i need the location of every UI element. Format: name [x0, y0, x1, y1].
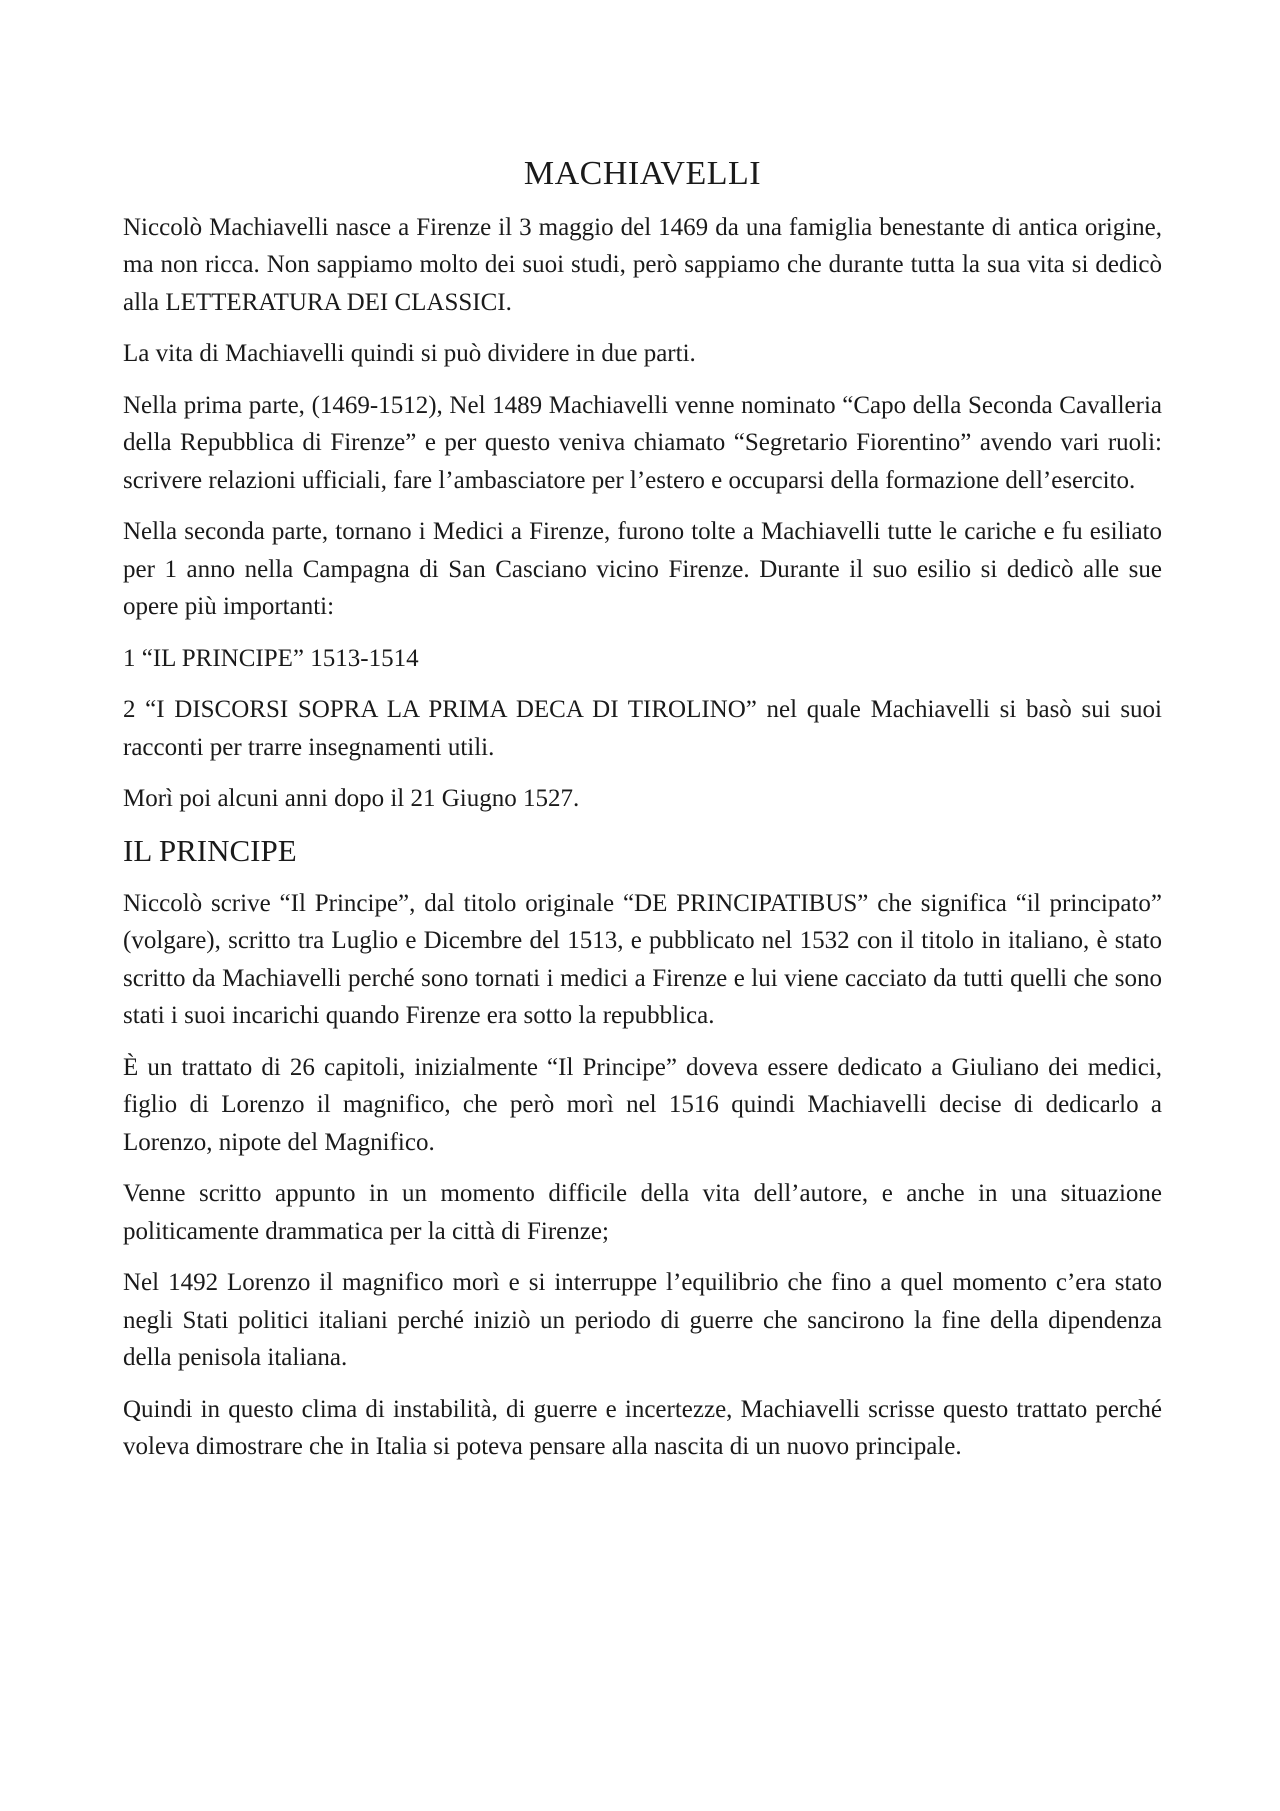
paragraph-first-part: Nella prima parte, (1469-1512), Nel 1489 Machiavelli venne nominato “Capo della Seconda Cavalleria della Repubblica di Firenze” e per questo veniva chiamato “Segretario Fiorentino” avendo vari ruoli: scrivere relazioni ufficiali, fare l’ambasciatore per l’estero e occuparsi della formazione dell’esercito.: [123, 391, 1162, 494]
paragraph-principe-context: Venne scritto appunto in un momento difficile della vita dell’autore, e anche in una situazione politicamente drammatica per la città di Firenze;: [123, 1180, 1162, 1245]
paragraph-death: Morì poi alcuni anni dopo il 21 Giugno 1527.: [123, 785, 580, 813]
document-title: MACHIAVELLI: [523, 155, 762, 192]
paragraph-principe-purpose: Quindi in questo clima di instabilità, di guerre e incertezze, Machiavelli scrisse questo trattato perché voleva dimostrare che in Italia si poteva pensare alla nascita di un nuovo principale.: [123, 1395, 1162, 1461]
paragraph-principe-1492: Nel 1492 Lorenzo il magnifico morì e si interruppe l’equilibrio che fino a quel momento c’era stato negli Stati politici italiani perché iniziò un periodo di guerre che sancirono la fine della dipendenza della penisola italiana.: [123, 1269, 1162, 1372]
document-body: [123, 154, 1162, 1480]
paragraph-birth: Niccolò Machiavelli nasce a Firenze il 3 maggio del 1469 da una famiglia benestante di antica origine, ma non ricca. Non sappiamo molto dei suoi studi, però sappiamo che durante tutta la sua vita si dedicò alla LETTERATURA DEI CLASSICI.: [123, 213, 1162, 316]
paragraph-work-1: 1 “IL PRINCIPE” 1513-1514: [123, 644, 419, 672]
paragraph-principe-chapters: È un trattato di 26 capitoli, inizialmente “Il Principe” doveva essere dedicato a Giuliano dei medici, figlio di Lorenzo il magnifico, che però morì nel 1516 quindi Machiavelli decise di dedicarlo a Lorenzo, nipote del Magnifico.: [123, 1053, 1162, 1156]
paragraph-work-2: 2 “I DISCORSI SOPRA LA PRIMA DECA DI TIROLINO” nel quale Machiavelli si basò sui suoi racconti per trarre insegnamenti utili.: [123, 696, 1162, 761]
paragraph-principe-intro: Niccolò scrive “Il Principe”, dal titolo originale “DE PRINCIPATIBUS” che significa “il principato” (volgare), scritto tra Luglio e Dicembre del 1513, e pubblicato nel 1532 con il titolo in italiano, è stato scritto da Machiavelli perché sono tornati i medici a Firenze e lui viene cacciato da tutti quelli che sono stati i suoi incarichi quando Firenze era sotto la repubblica.: [123, 889, 1162, 1030]
section-heading-il-principe: IL PRINCIPE: [123, 832, 297, 868]
paragraph-second-part: Nella seconda parte, tornano i Medici a Firenze, furono tolte a Machiavelli tutte le cariche e fu esiliato per 1 anno nella Campagna di San Casciano vicino Firenze. Durante il suo esilio si dedicò alle sue opere più importanti:: [123, 518, 1162, 621]
paragraph-life-division: La vita di Machiavelli quindi si può dividere in due parti.: [123, 340, 696, 368]
